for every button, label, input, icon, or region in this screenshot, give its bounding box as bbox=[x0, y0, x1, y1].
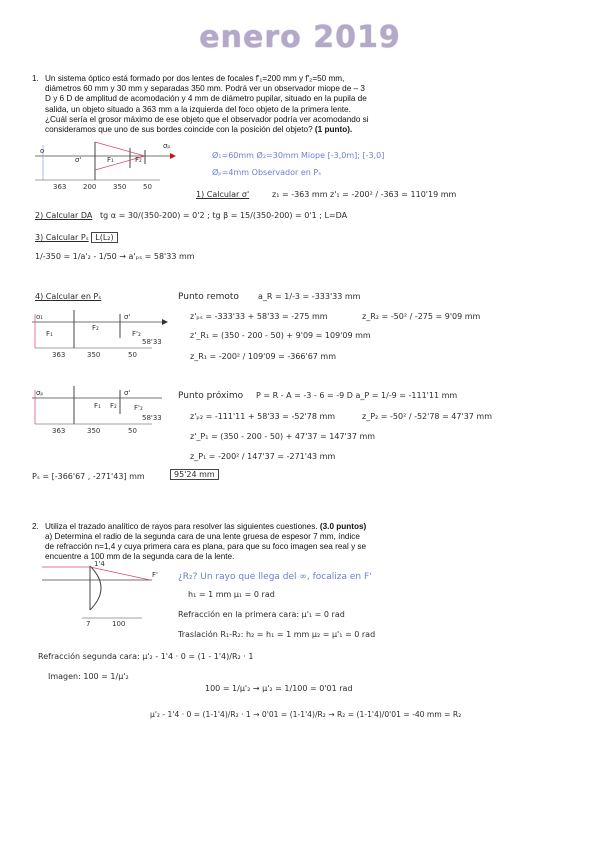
diagram1-label-363: 363 bbox=[53, 183, 67, 191]
step2-label: 2) Calcular DA bbox=[35, 211, 93, 220]
diagB-label-5833: 58'33 bbox=[142, 414, 162, 422]
step1-calc: z₁ = -363 mm z'₁ = -200² / -363 = 110'19 mm bbox=[272, 190, 457, 199]
near-line-5: z_P₁ = -200² / 147'37 = -271'43 mm bbox=[190, 452, 336, 461]
diagA-label-f2p: F'₂ bbox=[132, 330, 141, 338]
diagA-label-350: 350 bbox=[87, 351, 101, 359]
result-range: Pₛ = [-366'67 , -271'43] mm bbox=[32, 472, 145, 481]
p2-question: ¿R₂? Un rayo que llega del ∞, focaliza en F' bbox=[178, 572, 372, 582]
problem-1-number: 1. bbox=[32, 74, 39, 83]
step3-box: L(L₂) bbox=[91, 232, 117, 243]
diagram1-label-50: 50 bbox=[143, 183, 152, 191]
remote-line-5: z_R₁ = -200² / 109'09 = -366'67 mm bbox=[190, 352, 336, 361]
step4-label: 4) Calcular en Pₛ bbox=[35, 292, 102, 301]
diagA-label-f2: F₂ bbox=[92, 324, 99, 332]
diag2-label-fprime: F' bbox=[152, 571, 158, 579]
diagA-label-5833: 58'33 bbox=[142, 338, 162, 346]
p2-image: Imagen: 100 = 1/μ'₂ bbox=[48, 672, 129, 681]
remote-line-3: z_R₂ = -50² / -275 = 9'09 mm bbox=[362, 312, 481, 321]
problem-1-points: (1 punto). bbox=[314, 125, 353, 135]
diagram1-label-f1: F₁ bbox=[107, 156, 114, 164]
p2-refraction-2: Refracción segunda cara: μ'₂ - 1'4 · 0 = (1 - 1'4)/R₂ · 1 bbox=[38, 652, 254, 661]
p2-refraction-1: Refracción en la primera cara: μ'₁ = 0 rad bbox=[178, 610, 345, 619]
problem-2-number: 2. bbox=[32, 522, 39, 531]
near-line-2: z'ₚ₂ = -111'11 + 58'33 = -52'78 mm bbox=[190, 412, 336, 421]
near-title: Punto próximo bbox=[178, 391, 244, 401]
problem-2-text bbox=[45, 522, 370, 532]
p2-result-1: 100 = 1/μ'₂ → μ'₂ = 1/100 = 0'01 rad bbox=[205, 684, 353, 693]
problem-1-text bbox=[45, 74, 370, 135]
diag2-label-thickness: 7 bbox=[86, 620, 91, 628]
near-line-4: z'_P₁ = (350 - 200 - 50) + 47'37 = 147'37 mm bbox=[190, 432, 376, 441]
problem-1-body: Un sistema óptico está formado por dos lentes de focales f'₁=200 mm y f'₂=50 mm, diámetros 60 mm y 30 mm y separadas 350 mm. Podrá ver un observador miope de – 3 D y 6 D de amplitud de acomodación y 4 mm de diámetro pupilar, situado en la pupila de salida, un objeto situado a 363 mm a la izquierda del foco objeto de la primera lente. ¿Cuál sería el grosor máximo de ese objeto que el observador podría ver acomodando si consideramos que uno de sus bordes coincide con la posición del objeto? bbox=[45, 74, 369, 135]
diagB-label-50: 50 bbox=[128, 427, 137, 435]
diagram1-label-200: 200 bbox=[83, 183, 97, 191]
step3-label: 3) Calcular Pₛ bbox=[35, 233, 89, 242]
diagB-label-363: 363 bbox=[52, 427, 66, 435]
step1-label: 1) Calcular σ' bbox=[196, 190, 250, 199]
problem-2-part-a: a) Determina el radio de la segunda cara de una lente gruesa de espesor 7 mm, índice de refracción n=1,4 y cuya primera cara es plana, para que su foco imagen sea real y se encuentre a 100 mm de la segunda cara de la lente. bbox=[45, 532, 367, 562]
diagram-remote-point bbox=[32, 308, 172, 360]
result-thickness-box: 95'24 mm bbox=[170, 469, 219, 480]
problem-2-points: (3.0 puntos) bbox=[319, 522, 367, 531]
diagB-label-sigma-p: σₚ bbox=[36, 389, 44, 397]
near-line-1: P = R - A = -3 - 6 = -9 D a_P = 1/-9 = -111'11 mm bbox=[256, 391, 458, 400]
diagram1-label-sigma-p: σₚ bbox=[163, 142, 171, 150]
diagB-label-sigma: σ' bbox=[124, 389, 131, 397]
diagB-label-350: 350 bbox=[87, 427, 101, 435]
p2-translation: Traslación R₁-R₂: h₂ = h₁ = 1 mm μ₂ = μ'₁ = 0 rad bbox=[178, 630, 376, 639]
data-line-2: Øₚ=4mm Observador en Pₛ bbox=[212, 168, 322, 177]
diagA-label-363: 363 bbox=[52, 351, 66, 359]
diagram-near-point bbox=[32, 384, 172, 436]
diag2-label-index: 1'4 bbox=[94, 560, 105, 568]
p2-result-2: μ'₂ - 1'4 · 0 = (1-1'4)/R₂ · 1 → 0'01 = (1-1'4)/R₂ → R₂ = (1-1'4)/0'01 = -40 mm = R₂ bbox=[150, 710, 462, 719]
problem-2-intro: Utiliza el trazado analítico de rayos para resolver las siguientes cuestiones. bbox=[45, 522, 318, 531]
diagram1-label-o: o bbox=[40, 147, 45, 155]
data-line-1: Ø₁=60mm Ø₂=30mm Miope [-3,0m]; [-3,0] bbox=[212, 151, 385, 160]
remote-line-1: a_R = 1/-3 = -333'33 mm bbox=[258, 292, 361, 301]
p2-initial-ray: h₁ = 1 mm μ₁ = 0 rad bbox=[188, 590, 275, 599]
diagB-label-f1: F₁ bbox=[94, 402, 101, 410]
diagB-label-f2p: F'₂ bbox=[134, 404, 143, 412]
diagram1-label-350: 350 bbox=[113, 183, 127, 191]
diagA-label-f1: F₁ bbox=[46, 330, 53, 338]
diag2-label-distance: 100 bbox=[112, 620, 126, 628]
step3-calc: 1/-350 = 1/a'₂ - 1/50 → a'ₚₛ = 58'33 mm bbox=[35, 252, 195, 261]
diagB-label-f2: F₂ bbox=[110, 402, 117, 410]
diagA-label-o1: o₁ bbox=[36, 313, 44, 321]
diagram1-label-f2: F₂ bbox=[135, 156, 142, 164]
near-line-3: z_P₂ = -50² / -52'78 = 47'37 mm bbox=[362, 412, 492, 421]
step2-calc: tg α = 30/(350-200) = 0'2 ; tg β = 15/(350-200) = 0'1 ; L=DA bbox=[100, 211, 348, 220]
optical-system-diagram-1 bbox=[35, 140, 185, 195]
diagram1-label-sigma: σ' bbox=[75, 156, 82, 164]
diagA-label-50: 50 bbox=[128, 351, 137, 359]
remote-title: Punto remoto bbox=[178, 292, 239, 302]
page-title: enero 2019 bbox=[199, 20, 401, 55]
thick-lens-diagram bbox=[42, 562, 162, 632]
remote-line-4: z'_R₁ = (350 - 200 - 50) + 9'09 = 109'09 mm bbox=[190, 331, 371, 340]
remote-line-2: z'ₚₛ = -333'33 + 58'33 = -275 mm bbox=[190, 312, 328, 321]
diagA-label-sigma: σ' bbox=[124, 313, 131, 321]
